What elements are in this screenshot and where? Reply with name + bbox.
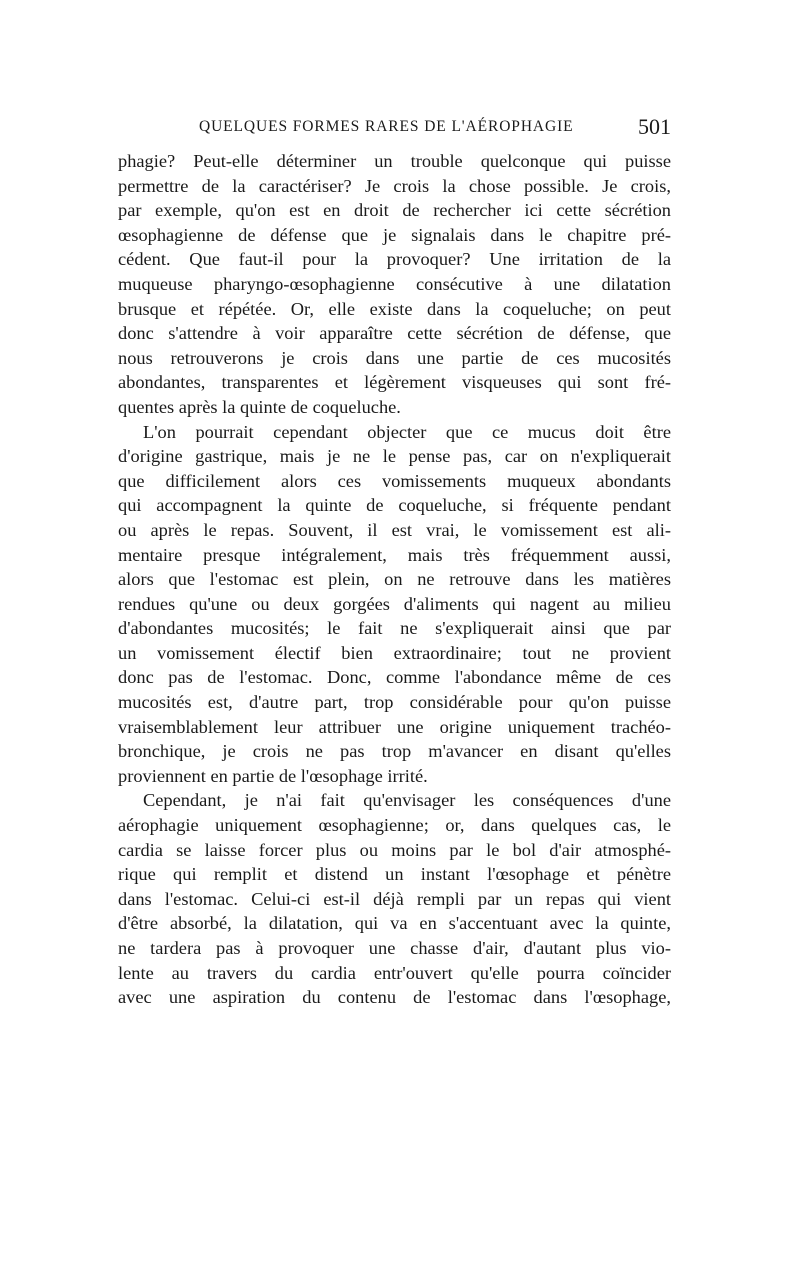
text-line: permettre de la caractériser? Je crois la chose possible. Je crois, [118, 175, 671, 196]
text-line: ou après le repas. Souvent, il est vrai, le vomissement est ali- [118, 519, 671, 540]
text-line: quentes après la quinte de coqueluche. [118, 396, 401, 417]
text-line: d'origine gastrique, mais je ne le pense pas, car on n'expliquerait [118, 446, 671, 467]
text-line: que difficilement alors ces vomissements muqueux abondants [118, 470, 671, 491]
text-line: œsophagienne de défense que je signalais dans le chapitre pré- [118, 224, 671, 245]
text-line: Cependant, je n'ai fait qu'envisager les conséquences d'une [143, 790, 671, 811]
body-text [118, 149, 671, 1010]
text-line: phagie? Peut-elle déterminer un trouble quelconque qui puisse [118, 151, 671, 171]
running-head [118, 114, 671, 144]
page-number: 501 [638, 114, 671, 139]
text-line: proviennent en partie de l'œsophage irrité. [118, 765, 428, 786]
text-line: lente au travers du cardia entr'ouvert qu'elle pourra coïncider [118, 962, 671, 983]
text-line: rendues qu'une ou deux gorgées d'aliments qui nagent au milieu [118, 593, 671, 614]
text-line: d'abondantes mucosités; le fait ne s'expliquerait ainsi que par [118, 618, 671, 639]
text-line: dans l'estomac. Celui-ci est-il déjà rempli par un repas qui vient [118, 888, 671, 909]
text-line: mentaire presque intégralement, mais très fréquemment aussi, [118, 544, 671, 565]
text-line: rique qui remplit et distend un instant l'œsophage et pénètre [118, 864, 671, 885]
text-line: donc s'attendre à voir apparaître cette sécrétion de défense, que [118, 323, 671, 344]
text-line: qui accompagnent la quinte de coqueluche, si fréquente pendant [118, 495, 671, 516]
text-line: d'être absorbé, la dilatation, qui va en s'accentuant avec la quinte, [118, 913, 671, 934]
text-line: par exemple, qu'on est en droit de rechercher ici cette sécrétion [118, 200, 671, 221]
text-line: nous retrouverons je crois dans une partie de ces mucosités [118, 347, 671, 368]
running-title: QUELQUES FORMES RARES DE L'AÉROPHAGIE [199, 118, 574, 135]
text-line: vraisemblablement leur attribuer une origine uniquement trachéo- [118, 716, 671, 737]
text-line: avec une aspiration du contenu de l'estomac dans l'œsophage, [118, 987, 671, 1008]
text-line: alors que l'estomac est plein, on ne retrouve dans les matières [118, 569, 671, 590]
text-line: cardia se laisse forcer plus ou moins par le bol d'air atmosphé- [118, 839, 671, 860]
text-line: bronchique, je crois ne pas trop m'avancer en disant qu'elles [118, 741, 671, 762]
text-line: ne tardera pas à provoquer une chasse d'air, d'autant plus vio- [118, 938, 671, 958]
text-line: un vomissement électif bien extraordinaire; tout ne provient [118, 642, 671, 663]
text-line: aérophagie uniquement œsophagienne; or, dans quelques cas, le [118, 815, 671, 836]
text-line: abondantes, transparentes et légèrement visqueuses qui sont fré- [118, 372, 671, 393]
text-line: cédent. Que faut-il pour la provoquer? Une irritation de la [118, 249, 671, 270]
text-line: brusque et répétée. Or, elle existe dans la coqueluche; on peut [118, 298, 671, 319]
text-line: muqueuse pharyngo-œsophagienne consécutive à une dilatation [118, 273, 671, 294]
text-line: L'on pourrait cependant objecter que ce mucus doit être [143, 421, 671, 442]
text-line: mucosités est, d'autre part, trop considérable pour qu'on puisse [118, 692, 671, 713]
text-line: donc pas de l'estomac. Donc, comme l'abondance même de ces [118, 667, 671, 688]
